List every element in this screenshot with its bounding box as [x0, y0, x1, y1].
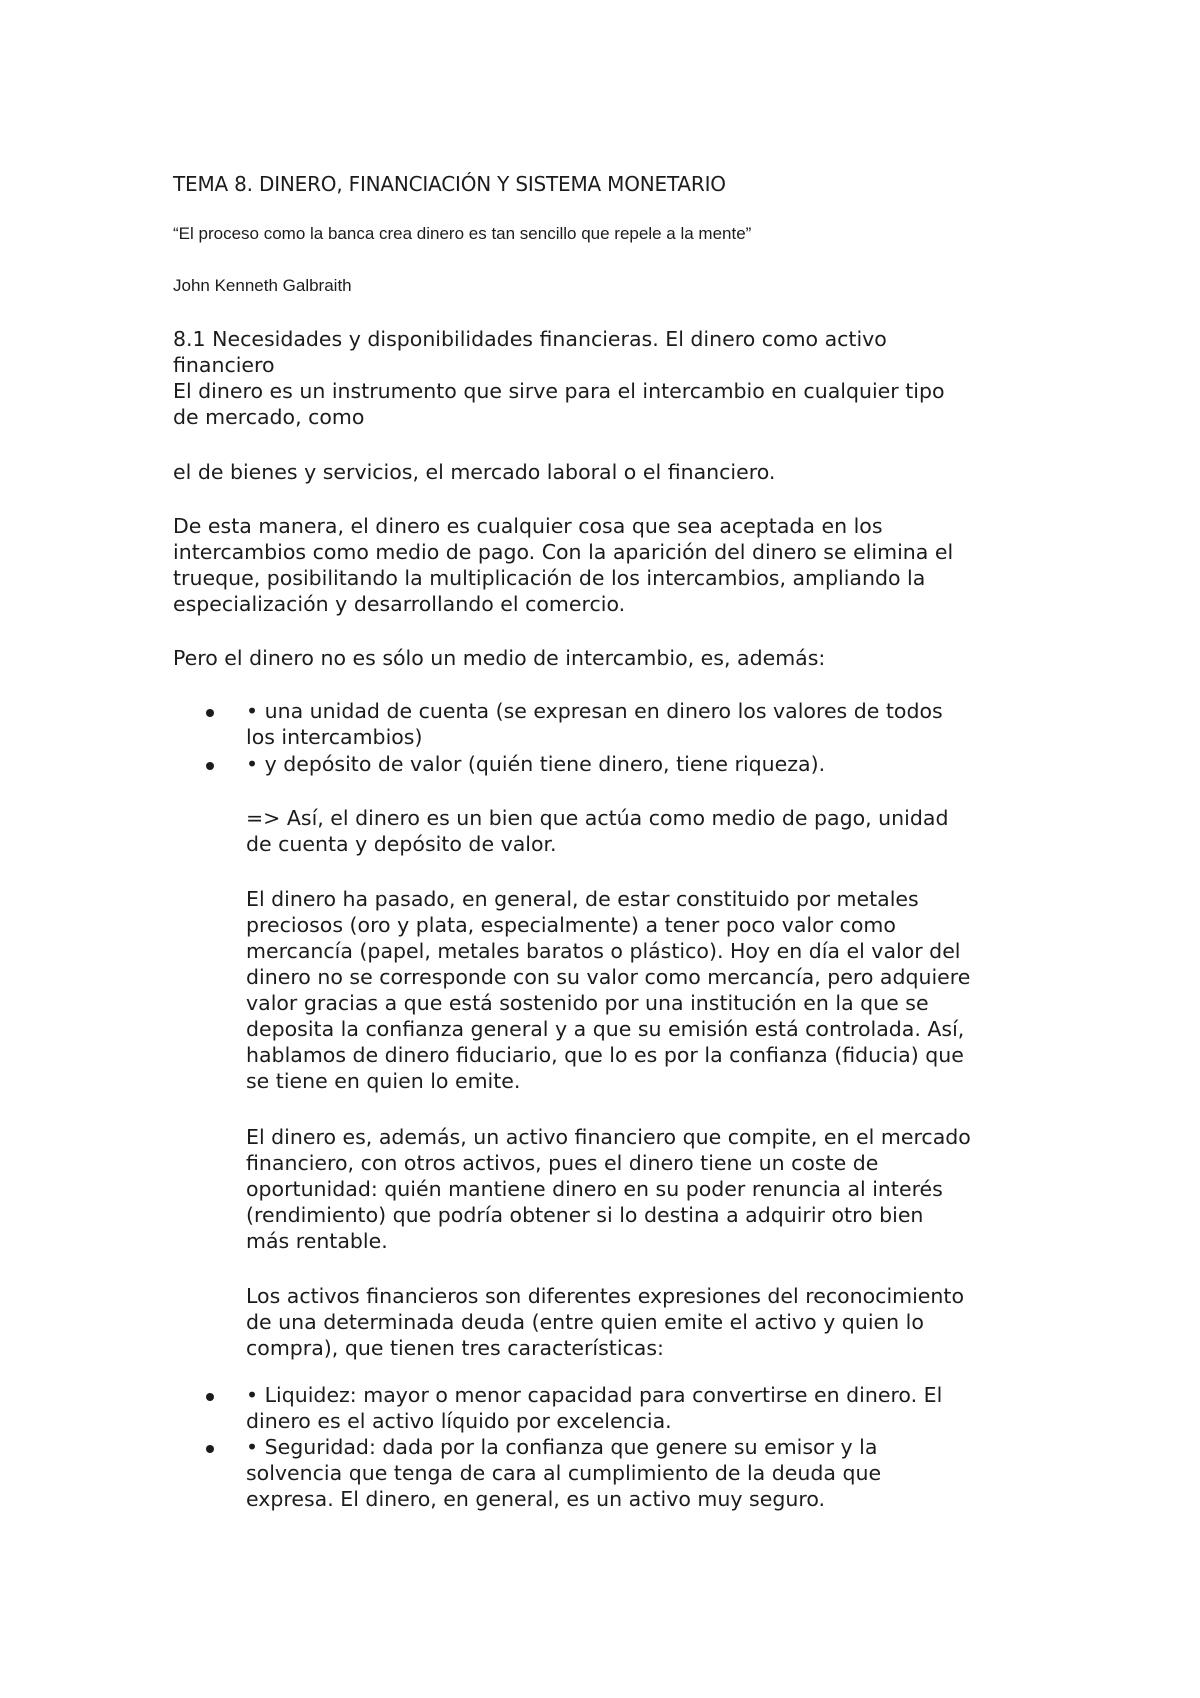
- text-line: expresa. El dinero, en general, es un activo muy seguro.: [246, 1487, 826, 1511]
- text-line: dinero no se corresponde con su valor como mercancía, pero adquiere: [246, 965, 971, 989]
- text-line: de una determinada deuda (entre quien emite el activo y quien lo: [246, 1310, 924, 1334]
- paragraph-asi: [246, 805, 948, 857]
- text-line: El dinero es, además, un activo financiero que compite, en el mercado: [246, 1125, 971, 1149]
- list-item: [246, 1434, 881, 1512]
- text-line: de cuenta y depósito de valor.: [246, 832, 557, 856]
- text-line: mercancía (papel, metales baratos o plástico). Hoy en día el valor del: [246, 939, 961, 963]
- text-line: preciosos (oro y plata, especialmente) a tener poco valor como: [246, 913, 896, 937]
- section-heading: [173, 326, 887, 378]
- text-line: valor gracias a que está sostenido por una institución en la que se: [246, 991, 929, 1015]
- text-line: compra), que tienen tres características:: [246, 1336, 664, 1360]
- text-line: el de bienes y servicios, el mercado laboral o el financiero.: [173, 460, 776, 484]
- list-bullet: [206, 1445, 214, 1453]
- list-bullet: [206, 709, 214, 717]
- text-line: trueque, posibilitando la multiplicación de los intercambios, ampliando la: [173, 566, 926, 590]
- text-line: solvencia que tenga de cara al cumplimiento de la deuda que: [246, 1461, 882, 1485]
- text-line: El dinero ha pasado, en general, de estar constituido por metales: [246, 887, 919, 911]
- text-line: => Así, el dinero es un bien que actúa como medio de pago, unidad: [246, 806, 949, 830]
- text-line: El dinero es un instrumento que sirve para el intercambio en cualquier tipo: [173, 379, 945, 403]
- list-bullet: [206, 762, 214, 770]
- text-line: financiero, con otros activos, pues el dinero tiene un coste de: [246, 1151, 879, 1175]
- text-line: se tiene en quien lo emite.: [246, 1069, 521, 1093]
- text-line: De esta manera, el dinero es cualquier cosa que sea aceptada en los: [173, 514, 883, 538]
- text-line: de mercado, como: [173, 405, 365, 429]
- text-line: deposita la confianza general y a que su emisión está controlada. Así,: [246, 1017, 965, 1041]
- list-item: [246, 751, 825, 777]
- list-bullet: [206, 1393, 214, 1401]
- text-line: intercambios como medio de pago. Con la aparición del dinero se elimina el: [173, 540, 954, 564]
- paragraph-definition: [173, 513, 953, 617]
- text-line: • Seguridad: dada por la confianza que genere su emisor y la: [246, 1435, 878, 1459]
- paragraph-activo: [246, 1124, 971, 1254]
- paragraph-ademas: [173, 645, 825, 671]
- text-line: • y depósito de valor (quién tiene dinero, tiene riqueza).: [246, 752, 826, 776]
- epigraph-author: John Kenneth Galbraith: [173, 276, 352, 295]
- text-line: Pero el dinero no es sólo un medio de intercambio, es, además:: [173, 646, 826, 670]
- text-line: (rendimiento) que podría obtener si lo destina a adquirir otro bien: [246, 1203, 924, 1227]
- text-line: los intercambios): [246, 725, 423, 749]
- paragraph-fiduciario: [246, 886, 970, 1094]
- document-title: TEMA 8. DINERO, FINANCIACIÓN Y SISTEMA MONETARIO: [173, 172, 726, 196]
- text-line: 8.1 Necesidades y disponibilidades financieras. El dinero como activo: [173, 327, 887, 351]
- text-line: hablamos de dinero fiduciario, que lo es por la confianza (fiducia) que: [246, 1043, 964, 1067]
- paragraph-caracteristicas: [246, 1283, 964, 1361]
- text-line: oportunidad: quién mantiene dinero en su poder renuncia al interés: [246, 1177, 943, 1201]
- list-item: [246, 698, 943, 750]
- text-line: Los activos financieros son diferentes expresiones del reconocimiento: [246, 1284, 964, 1308]
- text-line: • una unidad de cuenta (se expresan en dinero los valores de todos: [246, 699, 943, 723]
- text-line: financiero: [173, 353, 275, 377]
- text-line: especialización y desarrollando el comercio.: [173, 592, 626, 616]
- paragraph-markets: [173, 459, 775, 485]
- text-line: • Liquidez: mayor o menor capacidad para convertirse en dinero. El: [246, 1383, 943, 1407]
- list-item: [246, 1382, 942, 1434]
- text-line: más rentable.: [246, 1229, 388, 1253]
- text-line: dinero es el activo líquido por excelencia.: [246, 1409, 672, 1433]
- paragraph-intro: [173, 378, 945, 430]
- epigraph-quote: “El proceso como la banca crea dinero es tan sencillo que repele a la mente”: [173, 224, 752, 243]
